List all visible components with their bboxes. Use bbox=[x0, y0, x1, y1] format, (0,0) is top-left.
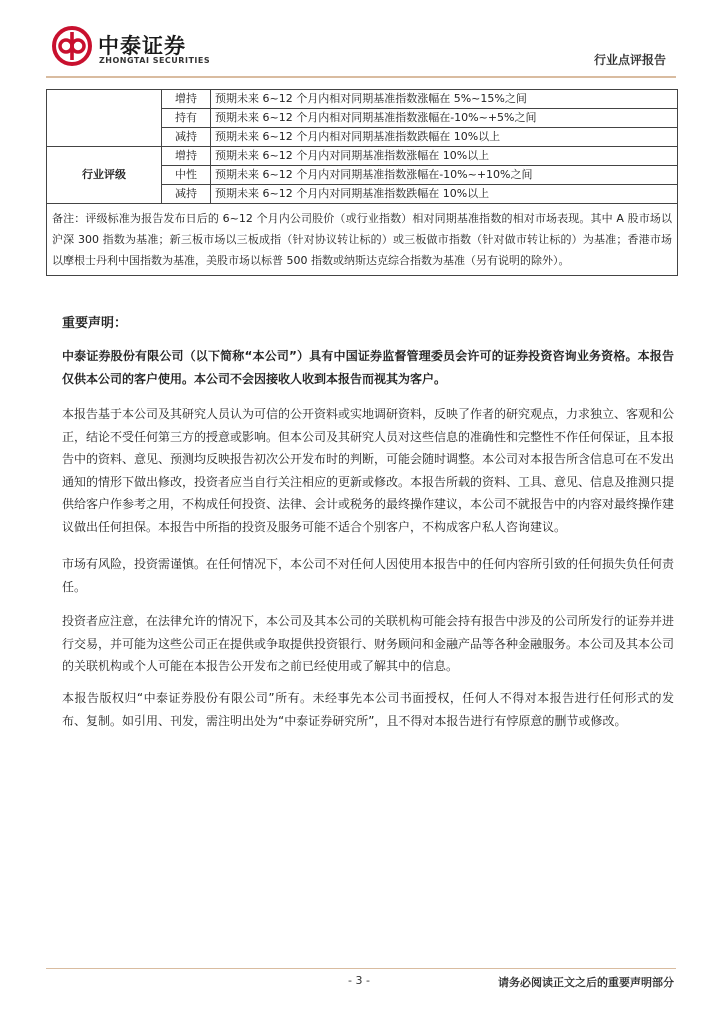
footer-notice: 请务必阅读正文之后的重要声明部分 bbox=[498, 976, 674, 989]
brand-name-en: ZHONGTAI SECURITIES bbox=[99, 56, 211, 65]
stock-rating-category-cell bbox=[47, 90, 162, 147]
rating-description: 预期未来 6~12 个月内对同期基准指数涨幅在-10%~+10%之间 bbox=[211, 166, 678, 185]
header-divider bbox=[46, 76, 676, 78]
rating-note: 备注：评级标准为报告发布日后的 6~12 个月内公司股价（或行业指数）相对同期基准指数的相对市场表现。其中 A 股市场以沪深 300 指数为基准；新三板市场以三板成指（针对协议转让标的）或三板做市指数（针对做市转让标的）为基准；香港市场以摩根士丹利中国指数为基准，美股市场以标普 500 指数或纳斯达克综合指数为基准（另有说明的除外）。 bbox=[47, 204, 678, 276]
page-header bbox=[0, 0, 724, 80]
table-row bbox=[47, 90, 678, 109]
rating-description: 预期未来 6~12 个月内相对同期基准指数涨幅在 5%~15%之间 bbox=[211, 90, 678, 109]
copyright-paragraph: 本报告版权归“中泰证券股份有限公司”所有。未经事先本公司书面授权，任何人不得对本报告进行任何形式的发布、复制。如引用、刊发，需注明出处为“中泰证券研究所”，且不得对本报告进行有悖原意的删节或修改。 bbox=[62, 691, 674, 728]
zhongtai-logo-icon bbox=[52, 26, 92, 66]
rating-description: 预期未来 6~12 个月内对同期基准指数涨幅在 10%以上 bbox=[211, 147, 678, 166]
qualification-statement: 中泰证券股份有限公司（以下简称“本公司”）具有中国证券监督管理委员会许可的证券投资咨询业务资格。本报告仅供本公司的客户使用。本公司不会因接收人收到本报告而视其为客户。 bbox=[62, 349, 674, 386]
footer-divider bbox=[46, 968, 676, 969]
rating-level: 中性 bbox=[162, 166, 211, 185]
conflict-of-interest-paragraph: 投资者应注意，在法律允许的情况下，本公司及其本公司的关联机构可能会持有报告中涉及的公司所发行的证券并进行交易，并可能为这些公司正在提供或争取提供投资银行、财务顾问和金融产品等各种金融服务。本公司及其本公司的关联机构或个人可能在本报告公开发布之前已经使用或了解其中的信息。 bbox=[62, 614, 675, 673]
brand-name-cn: 中泰证券 bbox=[98, 34, 186, 58]
report-type-label: 行业点评报告 bbox=[593, 53, 666, 67]
rating-level: 减持 bbox=[162, 185, 211, 204]
risk-warning-paragraph: 市场有风险，投资需谨慎。在任何情况下，本公司不对任何人因使用本报告中的任何内容所引致的任何损失负任何责任。 bbox=[62, 557, 675, 594]
rating-standards-table bbox=[46, 89, 678, 276]
disclaimer-paragraph: 本报告基于本公司及其研究人员认为可信的公开资料或实地调研资料，反映了作者的研究观点，力求独立、客观和公正，结论不受任何第三方的授意或影响。但本公司及其研究人员对这些信息的准确性和完整性不作任何保证，且本报告中的资料、意见、预测均反映报告初次公开发布时的判断，可能会随时调整。本公司对本报告所含信息可在不发出通知的情形下做出修改，投资者应当自行关注相应的更新或修改。本报告所载的资料、工具、意见、信息及推测只提供给客户作参考之用，不构成任何投资、法律、会计或税务的最终操作建议，本公司不就报告中的内容对最终操作建议做出任何担保。本报告中所指的投资及服务可能不适合个别客户，不构成客户私人咨询建议。 bbox=[62, 407, 675, 534]
rating-description: 预期未来 6~12 个月内对同期基准指数跌幅在 10%以上 bbox=[211, 185, 678, 204]
rating-level: 增持 bbox=[162, 147, 211, 166]
table-row bbox=[47, 204, 678, 276]
industry-rating-category: 行业评级 bbox=[47, 147, 162, 204]
page-number: - 3 - bbox=[348, 974, 370, 987]
company-logo bbox=[52, 26, 232, 72]
table-row bbox=[47, 147, 678, 166]
rating-description: 预期未来 6~12 个月内相对同期基准指数涨幅在-10%~+5%之间 bbox=[211, 109, 678, 128]
rating-level: 持有 bbox=[162, 109, 211, 128]
disclaimer-title: 重要声明： bbox=[62, 316, 128, 331]
rating-level: 减持 bbox=[162, 128, 211, 147]
rating-level: 增持 bbox=[162, 90, 211, 109]
rating-description: 预期未来 6~12 个月内相对同期基准指数跌幅在 10%以上 bbox=[211, 128, 678, 147]
